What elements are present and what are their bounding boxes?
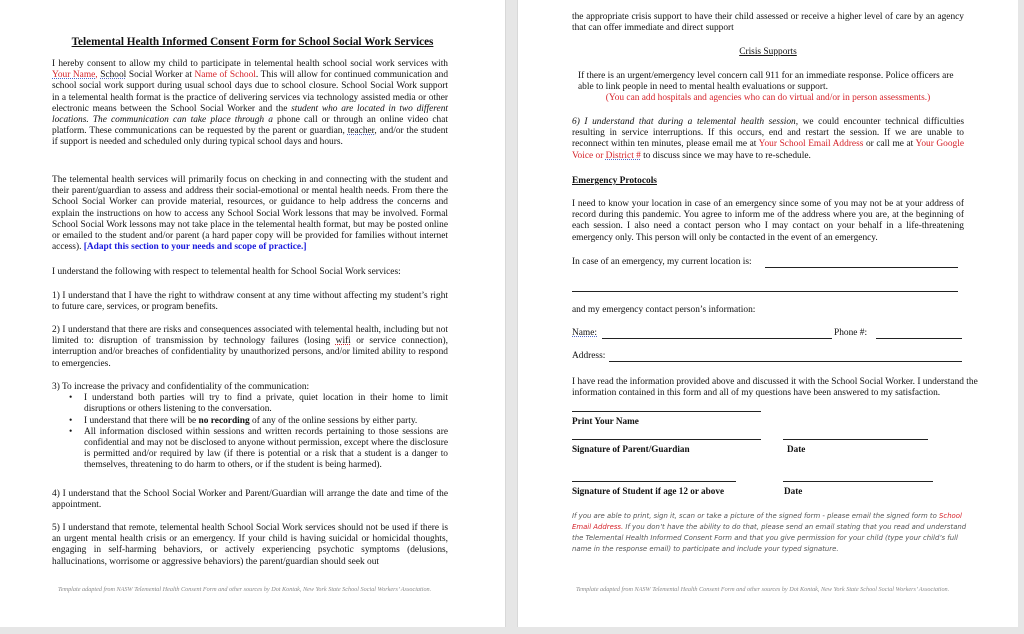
crisis-supports-heading: Crisis Supports <box>739 47 797 57</box>
emergency-paragraph <box>572 199 964 244</box>
parent-date-label: Date <box>787 444 806 454</box>
item-3 <box>52 382 448 472</box>
bottom-background-strip <box>0 627 1024 634</box>
contact-label: and my emergency contact person’s information: <box>572 305 756 315</box>
item-6-italic-text: 6) I understand that during a telemental health session, <box>572 117 799 127</box>
item-6 <box>572 117 964 162</box>
item-2-text: 2) I understand that there are risks and consequences associated with telemental health, including but not limited to: disruption of transmission by technology failures (losing <box>52 325 448 347</box>
location-input-line[interactable] <box>765 267 958 268</box>
teacher-word: teacher, <box>347 126 377 137</box>
name-label: Name: <box>572 328 597 338</box>
adapt-note: [Adapt this section to your needs and scope of practice.] <box>83 242 307 253</box>
student-date-label: Date <box>784 486 803 496</box>
item-2 <box>52 325 448 370</box>
emergency-protocols-heading-block <box>572 176 964 187</box>
page-2-footer: Template adapted from NASW Telemental Health Consent Form and other sources by Dot Kontak, New York State School Social Workers’ Association. <box>576 586 950 593</box>
intro-text: I hereby consent to allow my child to participate in telemental health school social work services with <box>52 59 448 69</box>
contact-phone-input-line[interactable] <box>876 338 962 339</box>
bullet-text: I understand that there will be <box>84 415 199 426</box>
crisis-note: (You can add hospitals and agencies who can do virtual and/or in person assessments.) <box>605 93 931 103</box>
wifi-word: wifi <box>335 336 351 347</box>
item-3-heading: 3) To increase the privacy and confidentiality of the communication: <box>52 382 310 392</box>
acknowledgement-text: I have read the information provided above and discussed it with the School Social Worker. I understand the information contained in this form and all of my questions have been answered to my satisfaction. <box>572 377 978 399</box>
student-date-line[interactable] <box>783 481 933 482</box>
item-2-text: or service connection), interruption and/or breaches of confidentiality by unauthorized persons, and/or limited ability to respond to emergencies. <box>52 336 448 369</box>
district-number-placeholder[interactable]: District # <box>605 150 641 161</box>
understand-intro <box>52 267 448 278</box>
item-6-text: or call me at <box>863 139 916 150</box>
bullet-text: of any of the online sessions by either party. <box>249 415 418 426</box>
intro-text: and/or the student if support is needed and scheduled only during typical school days and hours. <box>52 126 448 148</box>
item-5-text: 5) I understand that remote, telemental health School Social Work services should not be used if there is an urgent mental health crisis or an emergency. If your child is having suicidal or homicidal thoughts, engaging in self-harming behaviors, or actively experiencing psychotic symptoms (delusions, hallucinations, worrisome or aggressive behaviors) the parent/guardian should seek out <box>52 523 448 567</box>
continuation-text: the appropriate crisis support to have their child assessed or receive a higher level of care by an agency that can offer immediate and direct support <box>572 12 964 34</box>
crisis-supports-section <box>572 47 964 58</box>
understand-intro-text: I understand the following with respect to telemental health for School Social Work services: <box>52 267 401 277</box>
parent-date-line[interactable] <box>783 439 928 440</box>
email-note-text: If you don’t have the ability to do that, please send an email stating that you read and understand the Telemental Health Informed Consent Form and that you give permission for your child (type your child’s full name in the response email) to participate and include your typed signature. <box>572 523 967 553</box>
item-5 <box>52 523 448 568</box>
crisis-text-block <box>578 71 968 93</box>
no-recording-emphasis: no recording <box>198 415 250 426</box>
item-6-text: we could encounter technical difficulties resulting in service interruptions. If this occurs, end and restart the session. If we are unable to reconnect within ten minutes, please email me at <box>572 117 964 150</box>
print-name-label: Print Your Name <box>572 416 639 426</box>
item-1-text: 1) I understand that I have the right to withdraw consent at any time without affecting my student’s right to future care, services, or program benefits. <box>52 291 448 313</box>
item-4 <box>52 489 448 511</box>
print-name-line[interactable] <box>572 411 761 412</box>
services-text: The telemental health services will primarily focus on checking in and connecting with the student and their parent/guardian to assess and address their social-emotional or mental health needs. From there the School Social Worker can provide material, resources, or guidance to help address the concerns and explain the instructions on how to access any School Social Work lessons that may be involved. Formal School Social Work lessons may not take place in the telemental health format, but may be posted online or emailed to the student and/or parent (a hard paper copy will be provided for families without internet access). <box>52 175 448 253</box>
intro-text: . This will allow for continued communication and school social work support during usual school days due to school closure. School Social Work support in a telemental health format is the practice of delivering services via technology assisted media or other electronic means between the School Social Worker and the <box>52 70 449 114</box>
item-1 <box>52 291 448 313</box>
right-edge-background <box>1018 0 1024 634</box>
parent-signature-line[interactable] <box>572 439 761 440</box>
bullet-text: I understand both parties will try to find a private, quiet location in their home to limit disruptions or others listening to the conversation. <box>84 393 448 415</box>
contact-name-input-line[interactable] <box>602 338 832 339</box>
location-input-line-2[interactable] <box>572 291 958 292</box>
document-title: Telemental Health Informed Consent Form for School Social Work Services <box>71 36 434 48</box>
item-4-text: 4) I understand that the School Social Worker and Parent/Guardian will arrange the date and time of the appointment. <box>52 489 448 511</box>
parent-signature-label: Signature of Parent/Guardian <box>572 444 690 454</box>
continuation-paragraph <box>572 12 964 34</box>
address-label: Address: <box>572 351 606 361</box>
page-gutter <box>505 0 518 634</box>
bullet-item <box>66 416 448 427</box>
location-label: In case of an emergency, my current location is: <box>572 257 752 267</box>
school-name-placeholder[interactable]: Name of School <box>194 70 256 81</box>
student-signature-line[interactable] <box>572 481 736 482</box>
bullet-item <box>66 427 448 472</box>
page-1-footer: Template adapted from NASW Telemental Health Consent Form and other sources by Dot Kontak, New York State School Social Workers’ Association. <box>58 586 432 593</box>
your-name-placeholder[interactable]: Your Name, <box>52 70 98 81</box>
services-paragraph <box>52 175 448 253</box>
item-6-text: to discuss since we may have to re-schedule. <box>640 150 811 161</box>
email-note-text: If you are able to print, sign it, scan or take a picture of the signed form - please email the signed form to <box>572 512 940 520</box>
intro-text: Social Worker at <box>126 70 195 81</box>
document-page-2[interactable] <box>518 0 1018 627</box>
acknowledgement-paragraph <box>572 377 986 399</box>
email-instructions-note <box>572 511 968 555</box>
school-word: School <box>100 70 127 81</box>
crisis-note-block <box>572 93 964 104</box>
student-signature-label: Signature of Student if age 12 or above <box>572 486 725 496</box>
emergency-protocols-heading: Emergency Protocols <box>572 176 657 186</box>
crisis-text: If there is an urgent/emergency level concern call 911 for an immediate response. Police officers are able to link people in need to mental health evaluations or support. <box>578 71 954 93</box>
bullet-item <box>66 393 448 415</box>
intro-paragraph <box>52 59 448 149</box>
document-page-1[interactable] <box>0 0 505 627</box>
phone-label: Phone #: <box>834 328 868 338</box>
bullet-text: All information disclosed within sessions and written records pertaining to those sessions are confidential and may not be disclosed to anyone without permission, except where the disclosure is permitted and/or required by law (if there is potential or a risk that a student is a danger to themselves, threatening to do harm to others, or if the student is being harmed). <box>84 426 448 471</box>
phone-placeholder[interactable]: Your Google Voice or <box>572 139 965 161</box>
contact-address-input-line[interactable] <box>609 361 962 362</box>
email-placeholder[interactable]: Your School Email Address <box>758 139 864 150</box>
intro-italic-text: student who are located in two different locations. The communication can take place through a <box>52 103 448 126</box>
emergency-text: I need to know your location in case of an emergency since some of you may not be at your address of record during this pandemic. You agree to inform me of the address where you are, at the beginning of each session. I also need a contact person who I may contact on your behalf in a life-threatening emergency only. This person will only be contacted in the event of an emergency. <box>572 199 964 243</box>
school-email-placeholder[interactable]: School Email Address. <box>572 512 962 531</box>
intro-text: phone call or through an online video chat platform. These communications can be requested by the parent or guardian, <box>52 115 448 137</box>
